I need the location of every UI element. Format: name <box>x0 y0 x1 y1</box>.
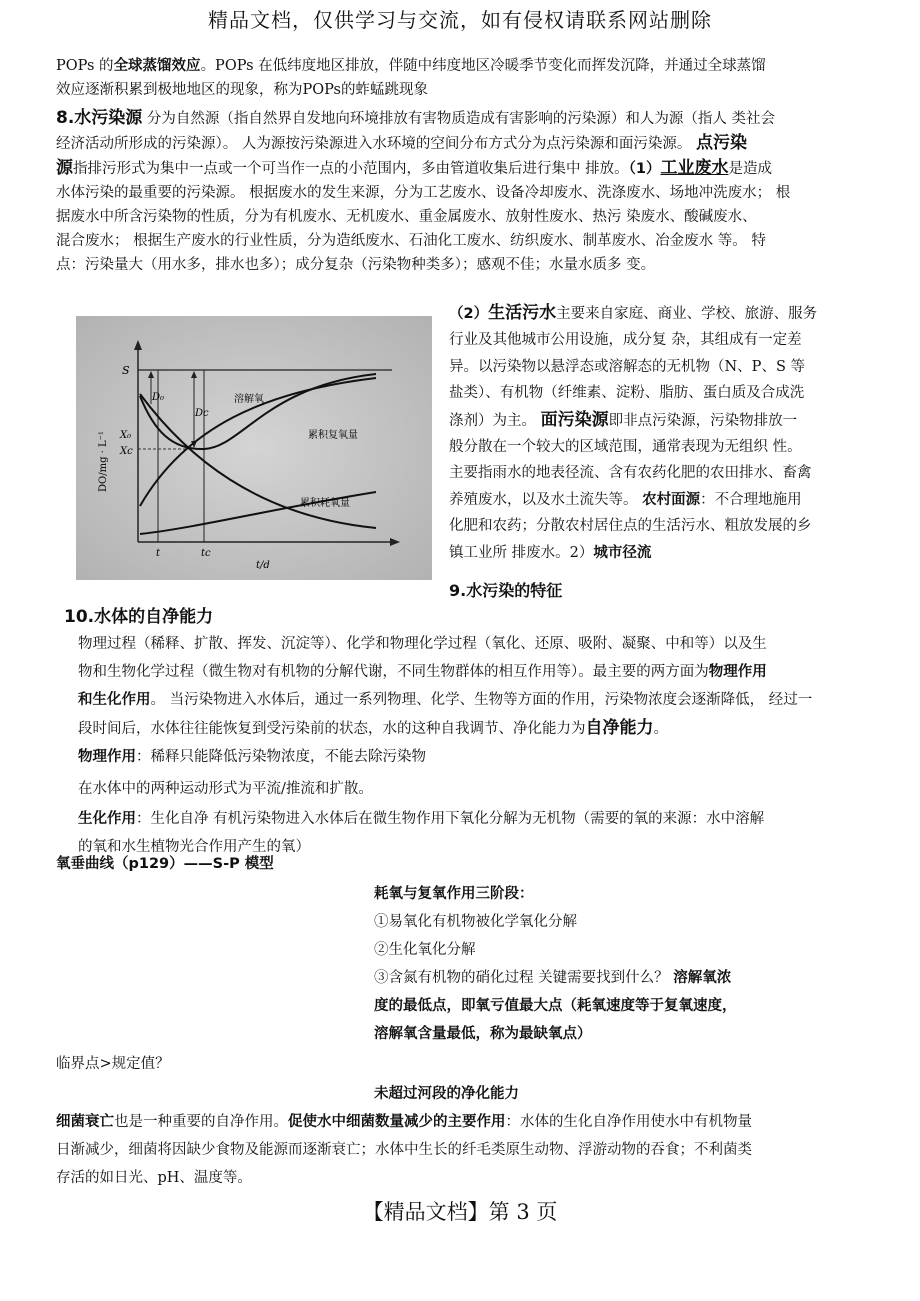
r-line-6: 般分散在一个较大的区域范围，通常表现为无组织 性。 <box>449 439 802 456</box>
label-tc: tc <box>201 548 211 559</box>
y-axis-label: DO/mg · L⁻¹ <box>98 431 109 492</box>
right-column <box>449 300 869 566</box>
s8-line-6: 混合废水； 根据生产废水的行业性质，分为造纸废水、石油化工废水、纺织废水、制革废水、冶金废水 等。 特 <box>56 233 766 249</box>
critical-point: 临界点>规定值？ <box>56 1056 170 1072</box>
pops-text-1: POPs 的 <box>56 58 114 74</box>
industrial-number: （1） <box>628 161 661 177</box>
point-source-term-a: 点污染 <box>695 133 747 153</box>
physical-action-term: 物理作用 <box>708 664 767 680</box>
s8-line-1: 分为自然源（指自然界自发地向环境排放有害物质造成有害影响的污染源）和人为源（指人 类社会 <box>142 111 776 127</box>
r-line-1: 主要来自家庭、商业、学校、旅游、服务 <box>556 306 818 322</box>
stages-heading: 耗氧与复氧作用三阶段： <box>374 886 534 902</box>
oxygen-stages <box>374 880 854 1048</box>
biochemical-text: ：生化自净 有机污染物进入水体后在微生物作用下氧化分解为无机物（需要的氧的来源：水中溶解 <box>136 811 765 827</box>
biochemical-text-2: 的氧和水生植物光合作用产生的氧） <box>78 839 310 855</box>
bacteria-line-3: 存活的如日光、pH、温度等。 <box>56 1170 252 1186</box>
s8-line-4: 水体污染的最重要的污染源。 根据废水的发生来源，分为工艺废水、设备冷却废水、洗涤废水、场地冲洗废水； 根 <box>56 185 791 201</box>
bacteria-paragraph <box>56 1108 866 1192</box>
r-line-9: 化肥和农药；分散农村居住点的生活污水、粗放发展的乡 <box>449 518 812 535</box>
domestic-number: （2） <box>449 306 489 322</box>
oxygen-sag-chart <box>76 316 432 580</box>
r-line-3: 异。以污染物以悬浮态或溶解态的无机物（N、P、S 等 <box>449 358 805 375</box>
s8-line-7: 点：污染量大（用水多，排水也多）；成分复杂（污染物种类多）；感观不佳；水量水质多 变。 <box>56 257 656 273</box>
label-dissolved-oxygen: 溶解氧 <box>234 394 264 405</box>
pops-paragraph <box>56 54 866 102</box>
page-footer: 【精品文档】第 3 页 <box>362 1200 558 1224</box>
r-line-8b: ：不合理地施用 <box>700 491 802 508</box>
industrial-text: 是造成 <box>728 161 772 177</box>
stage-1: ①易氧化有机物被化学氧化分解 <box>374 914 577 930</box>
section-8-number: 8. <box>56 108 75 128</box>
physical-text: ：稀释只能降低污染物浓度，不能去除污染物 <box>136 749 426 765</box>
label-Xc: Xc <box>120 446 133 457</box>
r-line-5b: 即非点污染源，污染物排放一 <box>608 412 798 429</box>
point-source-term-b: 源 <box>56 158 73 178</box>
label-t: t <box>156 548 161 559</box>
label-cumulative-consumption: 累积耗氧量 <box>300 498 350 509</box>
rural-source-term: 农村面源 <box>642 491 701 508</box>
label-Dc: Dc <box>195 408 209 419</box>
section-8 <box>56 106 866 277</box>
page-header: 精品文档，仅供学习与交流，如有侵权请联系网站删除 <box>208 8 712 32</box>
physical-label: 物理作用 <box>78 749 136 765</box>
stage-3-bold: 溶解氧浓 <box>673 970 732 986</box>
r-line-5a: 涤剂）为主。 <box>449 412 541 429</box>
bacteria-text-1: 也是一种重要的自净作用。 <box>114 1114 288 1130</box>
movement-forms: 在水体中的两种运动形式为平流/推流和扩散。 <box>78 781 373 797</box>
label-D0: D₀ <box>152 392 165 403</box>
x-axis-label: t/d <box>256 560 270 571</box>
oxygen-sag-title: 氧垂曲线（p129）——S-P 模型 <box>56 856 274 872</box>
s10-line-4c: 。 <box>653 721 668 737</box>
r-line-10: 镇工业所 排废水。2） <box>449 544 594 561</box>
s8-line-2: 经济活动所形成的污染源）。 人为源按污染源进入水环境的空间分布方式分为点污染源和面污染源。 <box>56 136 692 152</box>
s10-line-2: 物和生物化学过程（微生物对有机物的分解代谢，不同生物群体的相互作用等）。最主要的两方面为 <box>78 664 709 680</box>
pops-text-3: 效应逐渐积累到极地地区的现象，称为POPs的蚱蜢跳现象 <box>56 82 428 98</box>
oxygen-sag-figure <box>76 316 432 580</box>
pops-text-2: 。POPs 在低纬度地区排放，伴随中纬度地区冷暖季节变化而挥发沉降，并通过全球蒸馏 <box>200 58 766 74</box>
biochemical-label: 生化作用 <box>78 811 136 827</box>
bacteria-text-2: ：水体的生化自净作用使水中有机物量 <box>505 1114 752 1130</box>
industrial-wastewater-term: 工业废水 <box>660 158 729 178</box>
s10-line-1: 物理过程（稀释、扩散、挥发、沉淀等）、化学和物理化学过程（氧化、还原、吸附、凝聚、中和等）以及生 <box>78 636 767 652</box>
stage-2: ②生化氧化分解 <box>374 942 476 958</box>
area-source-term: 面污染源 <box>540 409 609 430</box>
domestic-sewage-term: 生活污水 <box>488 303 557 323</box>
s10-line-3: 。 当污染物进入水体后，通过一系列物理、化学、生物等方面的作用，污染物浓度会逐渐降低， 经过一 <box>150 692 813 708</box>
s8-line-3: 指排污形式为集中一点或一个可当作一点的小范围内，多由管道收集后进行集中 排放。 <box>73 161 629 177</box>
r-line-8a: 养殖废水，以及水土流失等。 <box>449 491 643 508</box>
biochemical-action-term: 和生化作用 <box>78 692 151 708</box>
s10-line-4: 段时间后，水体往往能恢复到受污染前的状态，水的这种自我调节、净化能力为 <box>78 721 586 737</box>
label-cumulative-reoxygenation: 累积复氧量 <box>308 430 358 441</box>
label-S: S <box>122 364 130 377</box>
r-line-4: 盐类）、有机物（纤维素、淀粉、脂肪、蛋白质及合成洗 <box>449 385 805 402</box>
self-purification-term: 自净能力 <box>585 718 654 738</box>
stage-3-line-3: 溶解氧含量最低，称为最缺氧点） <box>374 1026 592 1042</box>
s8-line-5: 据废水中所含污染物的性质，分为有机废水、无机废水、重金属废水、放射性废水、热污 染废水、酸碱废水、 <box>56 209 757 225</box>
pops-bold-term: 全球蒸馏效应 <box>113 58 201 74</box>
bacteria-line-2: 日渐减少，细菌将因缺少食物及能源而逐渐衰亡；水体中生长的纤毛类原生动物、浮游动物的吞食；不利菌类 <box>56 1142 752 1158</box>
stage-3: ③含氮有机物的硝化过程 关键需要找到什么？ <box>374 970 674 986</box>
section-8-title: 水污染源 <box>74 108 143 128</box>
river-purification: 未超过河段的净化能力 <box>374 1086 519 1102</box>
section-10-title: 10.水体的自净能力 <box>64 607 214 627</box>
bacteria-decline-term: 细菌衰亡 <box>56 1114 114 1130</box>
section-10-body <box>78 630 878 861</box>
stage-3-line-2: 度的最低点，即氧亏值最大点（耗氧速度等于复氧速度， <box>374 998 737 1014</box>
label-X0: X₀ <box>120 430 132 441</box>
r-line-7: 主要指雨水的地表径流、含有农药化肥的农田排水、畜禽 <box>449 465 812 482</box>
section-9-title: 9.水污染的特征 <box>449 581 563 600</box>
bacteria-main-action: 促使水中细菌数量减少的主要作用 <box>288 1114 506 1130</box>
r-line-2: 行业及其他城市公用设施，成分复 杂，其组成有一定差 <box>449 332 802 349</box>
urban-runoff-term: 城市径流 <box>593 544 652 561</box>
